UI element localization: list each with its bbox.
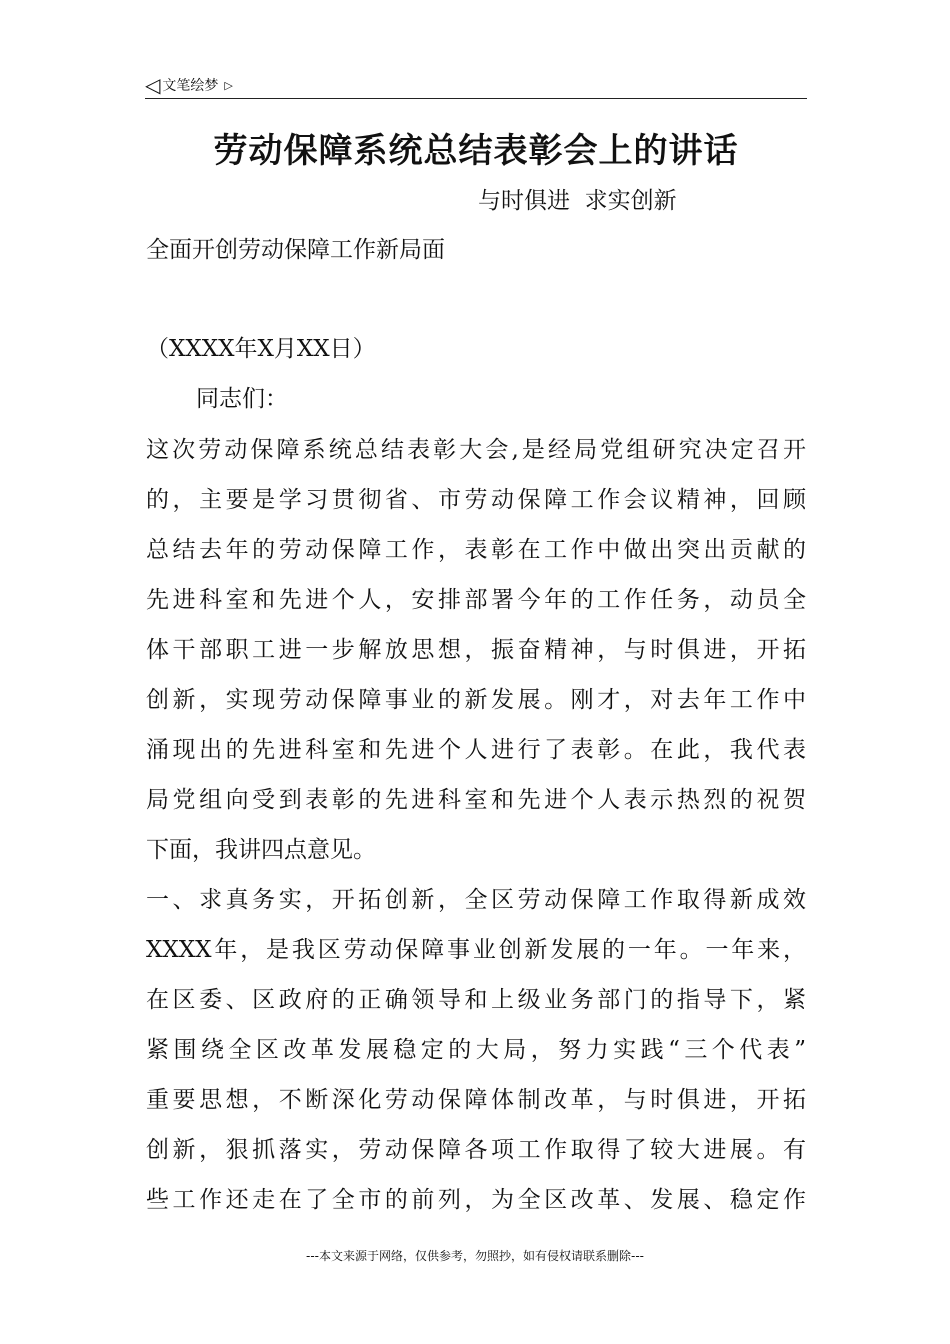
body-line: 创新，狠抓落实，劳动保障各项工作取得了较大进展。有 <box>146 1137 806 1163</box>
body-line: XXXX年，是我区劳动保障事业创新发展的一年。一年来， <box>146 937 806 963</box>
document-subtitle: 与时俱进 求实创新 <box>478 188 677 214</box>
body-line: 些工作还走在了全市的前列，为全区改革、发展、稳定作 <box>146 1187 806 1213</box>
body-line: 在区委、区政府的正确领导和上级业务部门的指导下，紧 <box>146 987 806 1013</box>
page-header <box>145 72 807 99</box>
body-line: 的，主要是学习贯彻省、市劳动保障工作会议精神，回顾 <box>146 487 806 513</box>
body-line: 涌现出的先进科室和先进个人进行了表彰。在此，我代表 <box>146 737 806 763</box>
body-line: 局党组向受到表彰的先进科室和先进个人表示热烈的祝贺 <box>146 787 806 813</box>
body-line: 先进科室和先进个人，安排部署今年的工作任务，动员全 <box>146 587 806 613</box>
page-footer: ---本文来源于网络，仅供参考，勿照抄，如有侵权请联系删除--- <box>306 1249 644 1263</box>
body-line: 创新，实现劳动保障事业的新发展。刚才，对去年工作中 <box>146 687 806 713</box>
greeting: 同志们： <box>196 386 288 412</box>
body-line: 下面，我讲四点意见。 <box>146 837 376 863</box>
document-subtitle-2: 全面开创劳动保障工作新局面 <box>146 237 445 263</box>
header-text: 文笔绘梦 <box>162 78 219 94</box>
body-line: 总结去年的劳动保障工作，表彰在工作中做出突出贡献的 <box>146 537 806 563</box>
right-triangle-icon: ▷ <box>224 79 233 92</box>
document-title: 劳动保障系统总结表彰会上的讲话 <box>213 131 739 171</box>
section-heading: 一、求真务实，开拓创新，全区劳动保障工作取得新成效 <box>146 887 806 913</box>
body-line: 这次劳动保障系统总结表彰大会,是经局党组研究决定召开 <box>146 437 806 463</box>
body-line: 紧围绕全区改革发展稳定的大局，努力实践“三个代表” <box>146 1037 806 1063</box>
speech-date: （XXXX年X月XX日） <box>146 336 376 362</box>
body-line: 体干部职工进一步解放思想，振奋精神，与时俱进，开拓 <box>146 637 806 663</box>
left-triangle-icon: ◁ <box>145 73 161 97</box>
body-line: 重要思想，不断深化劳动保障体制改革，与时俱进，开拓 <box>146 1087 806 1113</box>
